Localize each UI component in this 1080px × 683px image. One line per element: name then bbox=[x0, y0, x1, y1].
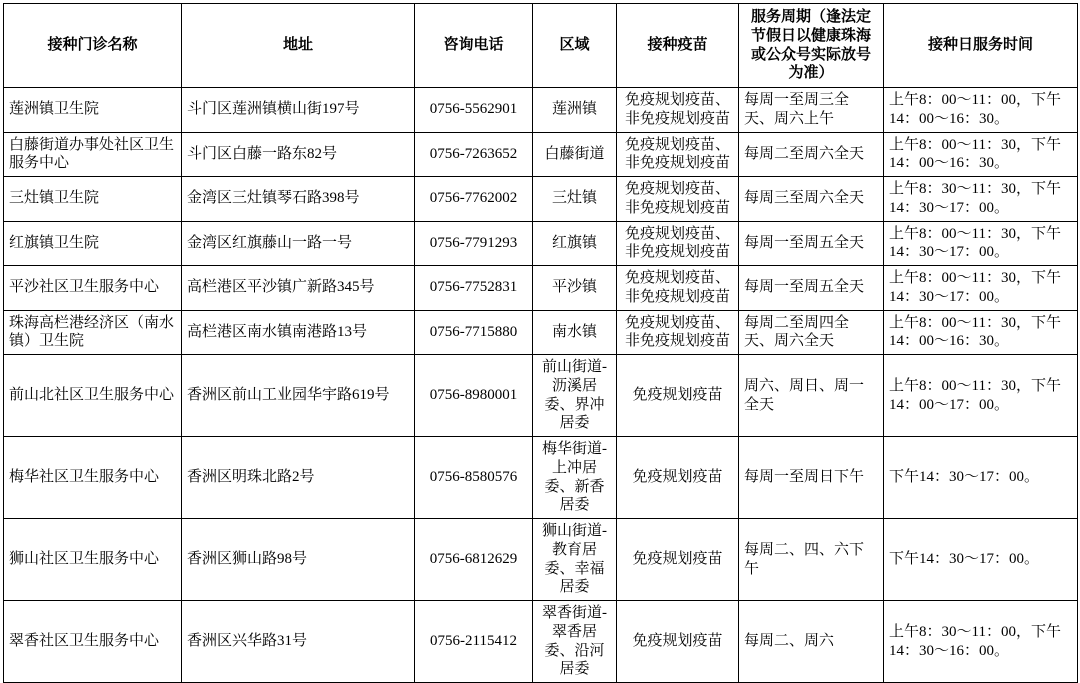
cell-clinic-name: 平沙社区卫生服务中心 bbox=[4, 266, 182, 311]
cell-phone: 0756-7263652 bbox=[415, 132, 533, 177]
cell-phone: 0756-2115412 bbox=[415, 601, 533, 683]
cell-vaccine: 免疫规划疫苗、非免疫规划疫苗 bbox=[617, 221, 739, 266]
cell-address: 斗门区白藤一路东82号 bbox=[182, 132, 415, 177]
cell-phone: 0756-7715880 bbox=[415, 310, 533, 355]
cell-vaccine: 免疫规划疫苗、非免疫规划疫苗 bbox=[617, 88, 739, 133]
cell-clinic-name: 狮山社区卫生服务中心 bbox=[4, 519, 182, 601]
cell-area: 翠香街道-翠香居委、沿河居委 bbox=[533, 601, 617, 683]
table-row bbox=[4, 355, 1078, 437]
cell-clinic-name: 莲洲镇卫生院 bbox=[4, 88, 182, 133]
cell-vaccine: 免疫规划疫苗、非免疫规划疫苗 bbox=[617, 266, 739, 311]
cell-address: 斗门区莲洲镇横山街197号 bbox=[182, 88, 415, 133]
cell-phone: 0756-8980001 bbox=[415, 355, 533, 437]
clinic-schedule-document bbox=[0, 3, 1080, 683]
cell-service-cycle: 每周一至周五全天 bbox=[739, 266, 884, 311]
cell-phone: 0756-8580576 bbox=[415, 437, 533, 519]
cell-address: 香洲区狮山路98号 bbox=[182, 519, 415, 601]
cell-area: 白藤街道 bbox=[533, 132, 617, 177]
cell-service-hours: 下午14：30～17：00。 bbox=[884, 437, 1078, 519]
table-body bbox=[4, 88, 1078, 683]
cell-area: 平沙镇 bbox=[533, 266, 617, 311]
table-row bbox=[4, 437, 1078, 519]
cell-service-hours: 上午8：30～11：30，下午14：30～17：00。 bbox=[884, 177, 1078, 222]
cell-phone: 0756-6812629 bbox=[415, 519, 533, 601]
cell-area: 狮山街道-教育居委、幸福居委 bbox=[533, 519, 617, 601]
cell-service-cycle: 每周一至周五全天 bbox=[739, 221, 884, 266]
cell-vaccine: 免疫规划疫苗、非免疫规划疫苗 bbox=[617, 310, 739, 355]
table-row bbox=[4, 601, 1078, 683]
cell-service-cycle: 每周二、周六 bbox=[739, 601, 884, 683]
table-row bbox=[4, 88, 1078, 133]
cell-phone: 0756-7791293 bbox=[415, 221, 533, 266]
cell-service-cycle: 每周二至周六全天 bbox=[739, 132, 884, 177]
cell-service-hours: 上午8：00～11：30，下午14：30～17：00。 bbox=[884, 266, 1078, 311]
cell-service-cycle: 每周三至周六全天 bbox=[739, 177, 884, 222]
column-header-clinic-name: 接种门诊名称 bbox=[4, 4, 182, 88]
table-row bbox=[4, 177, 1078, 222]
cell-clinic-name: 前山北社区卫生服务中心 bbox=[4, 355, 182, 437]
cell-clinic-name: 白藤街道办事处社区卫生服务中心 bbox=[4, 132, 182, 177]
cell-service-hours: 上午8：00～11：30，下午14：30～17：00。 bbox=[884, 221, 1078, 266]
table-row bbox=[4, 310, 1078, 355]
cell-service-cycle: 每周一至周日下午 bbox=[739, 437, 884, 519]
column-header-area: 区域 bbox=[533, 4, 617, 88]
cell-service-cycle: 每周二至周四全天、周六全天 bbox=[739, 310, 884, 355]
cell-vaccine: 免疫规划疫苗、非免疫规划疫苗 bbox=[617, 132, 739, 177]
table-header-row bbox=[4, 4, 1078, 88]
cell-clinic-name: 梅华社区卫生服务中心 bbox=[4, 437, 182, 519]
cell-address: 高栏港区平沙镇广新路345号 bbox=[182, 266, 415, 311]
column-header-address: 地址 bbox=[182, 4, 415, 88]
column-header-service-hours: 接种日服务时间 bbox=[884, 4, 1078, 88]
cell-service-hours: 上午8：00～11：30，下午14：00～16：30。 bbox=[884, 310, 1078, 355]
cell-address: 香洲区兴华路31号 bbox=[182, 601, 415, 683]
cell-clinic-name: 珠海高栏港经济区（南水镇）卫生院 bbox=[4, 310, 182, 355]
cell-service-cycle: 每周一至周三全天、周六上午 bbox=[739, 88, 884, 133]
cell-service-hours: 上午8：00～11：30，下午14：00～16：30。 bbox=[884, 132, 1078, 177]
cell-service-cycle: 每周二、四、六下午 bbox=[739, 519, 884, 601]
cell-area: 三灶镇 bbox=[533, 177, 617, 222]
cell-area: 梅华街道-上冲居委、新香居委 bbox=[533, 437, 617, 519]
table-row bbox=[4, 266, 1078, 311]
cell-vaccine: 免疫规划疫苗 bbox=[617, 601, 739, 683]
cell-phone: 0756-7762002 bbox=[415, 177, 533, 222]
cell-clinic-name: 三灶镇卫生院 bbox=[4, 177, 182, 222]
cell-address: 香洲区前山工业园华宇路619号 bbox=[182, 355, 415, 437]
cell-area: 南水镇 bbox=[533, 310, 617, 355]
cell-phone: 0756-7752831 bbox=[415, 266, 533, 311]
cell-vaccine: 免疫规划疫苗 bbox=[617, 519, 739, 601]
table-row bbox=[4, 221, 1078, 266]
column-header-vaccine: 接种疫苗 bbox=[617, 4, 739, 88]
cell-address: 高栏港区南水镇南港路13号 bbox=[182, 310, 415, 355]
cell-service-hours: 上午8：30～11：00，下午14：30～16：00。 bbox=[884, 601, 1078, 683]
table-row bbox=[4, 132, 1078, 177]
cell-service-hours: 下午14：30～17：00。 bbox=[884, 519, 1078, 601]
cell-vaccine: 免疫规划疫苗、非免疫规划疫苗 bbox=[617, 177, 739, 222]
column-header-service-cycle: 服务周期（逢法定节假日以健康珠海或公众号实际放号为准） bbox=[739, 4, 884, 88]
cell-vaccine: 免疫规划疫苗 bbox=[617, 437, 739, 519]
cell-service-hours: 上午8：00～11：30，下午14：00～17：00。 bbox=[884, 355, 1078, 437]
vaccination-clinic-table bbox=[3, 3, 1078, 683]
cell-address: 金湾区红旗藤山一路一号 bbox=[182, 221, 415, 266]
cell-address: 香洲区明珠北路2号 bbox=[182, 437, 415, 519]
column-header-phone: 咨询电话 bbox=[415, 4, 533, 88]
cell-clinic-name: 红旗镇卫生院 bbox=[4, 221, 182, 266]
cell-area: 莲洲镇 bbox=[533, 88, 617, 133]
cell-phone: 0756-5562901 bbox=[415, 88, 533, 133]
cell-clinic-name: 翠香社区卫生服务中心 bbox=[4, 601, 182, 683]
table-row bbox=[4, 519, 1078, 601]
cell-area: 前山街道-沥溪居委、界冲居委 bbox=[533, 355, 617, 437]
cell-address: 金湾区三灶镇琴石路398号 bbox=[182, 177, 415, 222]
cell-service-hours: 上午8：00～11：00，下午14：00～16：30。 bbox=[884, 88, 1078, 133]
cell-area: 红旗镇 bbox=[533, 221, 617, 266]
cell-vaccine: 免疫规划疫苗 bbox=[617, 355, 739, 437]
cell-service-cycle: 周六、周日、周一全天 bbox=[739, 355, 884, 437]
